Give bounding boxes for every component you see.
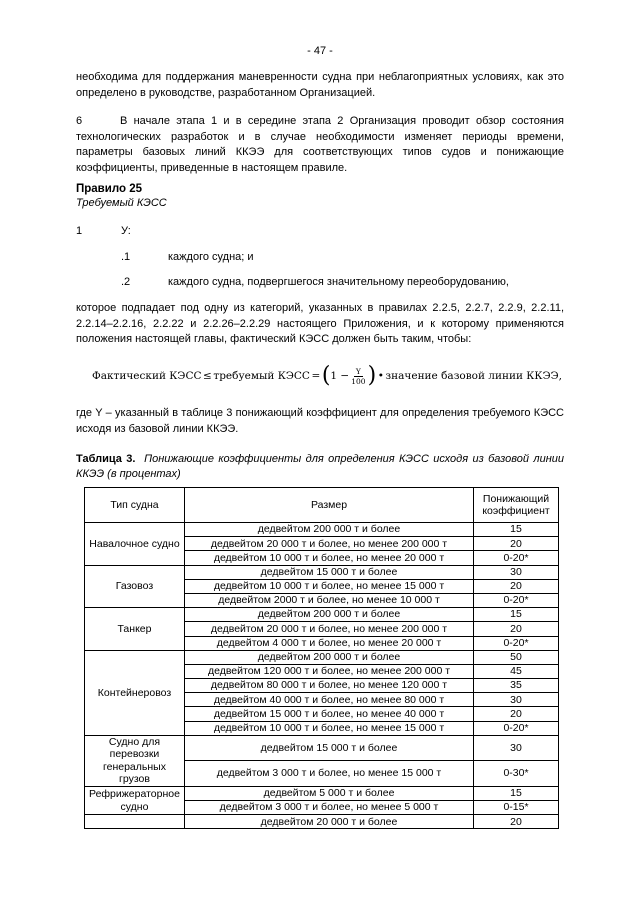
eq-equals: = — [311, 370, 321, 382]
table-row — [85, 786, 559, 800]
coefficient-cell: 20 — [474, 537, 559, 551]
paragraph-text: В начале этапа 1 и в середине этапа 2 Организация проводит обзор состояния технологических разработок и в случае необходимости изменяет периоды времени, параметры базовых линий ККЭЭ для соответствующих типов судов и понижающие коэффициенты, приведенные в настоящем правиле. — [76, 115, 564, 174]
y-definition-paragraph: где Y – указанный в таблице 3 понижающий коэффициент для определения требуемого КЭСС исходя из базовой линии ККЭЭ. — [76, 407, 564, 435]
table-caption-label: Таблица 3. — [76, 453, 136, 465]
eq-left: Фактический КЭСС — [92, 370, 202, 382]
eq-numerator: Y — [355, 366, 361, 376]
coefficient-cell: 45 — [474, 664, 559, 678]
size-cell: дедвейтом 20 000 т и более, но менее 200 000 т — [184, 537, 473, 551]
header-coefficient: Понижающий коэффициент — [474, 488, 559, 523]
coefficient-cell: 35 — [474, 679, 559, 693]
coefficient-cell: 0-20* — [474, 551, 559, 565]
subitem-2-number: .2 — [121, 276, 131, 288]
coefficient-cell: 20 — [474, 579, 559, 593]
size-cell: дедвейтом 200 000 т и более — [184, 523, 473, 537]
coefficient-cell: 0-30* — [474, 761, 559, 787]
coefficient-cell: 15 — [474, 608, 559, 622]
ship-type-cell: Судно для перевозки генеральных грузов — [85, 735, 185, 786]
table-row — [85, 650, 559, 664]
eq-open-paren: ( — [321, 363, 331, 388]
table-row — [85, 565, 559, 579]
size-cell: дедвейтом 200 000 т и более — [184, 650, 473, 664]
eq-close-paren: ) — [367, 363, 377, 388]
coefficient-cell: 0-20* — [474, 721, 559, 735]
size-cell: дедвейтом 3 000 т и более, но менее 5 000 т — [184, 801, 473, 815]
ship-type-cell: Танкер — [85, 608, 185, 651]
size-cell: дедвейтом 2000 т и более, но менее 10 000 т — [184, 593, 473, 607]
eq-one-minus: 1 − — [330, 370, 350, 382]
coefficient-cell: 15 — [474, 786, 559, 800]
table-caption — [76, 452, 564, 482]
ship-type-cell: Контейнеровоз — [85, 650, 185, 735]
eq-fraction — [351, 367, 365, 386]
table-header-row — [85, 488, 559, 523]
ship-type-cell: Газовоз — [85, 565, 185, 608]
coefficient-table — [84, 487, 559, 829]
header-size: Размер — [184, 488, 473, 523]
ship-type-cell: Рефрижераторное судно — [85, 786, 185, 814]
size-cell: дедвейтом 120 000 т и более, но менее 200 000 т — [184, 664, 473, 678]
eq-dot: • — [377, 370, 384, 382]
table-row — [85, 735, 559, 761]
size-cell: дедвейтом 15 000 т и более — [184, 735, 473, 761]
header-ship-type: Тип судна — [85, 488, 185, 523]
size-cell: дедвейтом 3 000 т и более, но менее 15 000 т — [184, 761, 473, 787]
coefficient-cell: 30 — [474, 693, 559, 707]
eq-denominator: 100 — [351, 376, 366, 386]
coefficient-cell: 20 — [474, 707, 559, 721]
ship-type-cell: Навалочное судно — [85, 523, 185, 566]
table-body — [85, 523, 559, 829]
equation — [92, 363, 562, 388]
table-caption-text: Понижающие коэффициенты для определения КЭСС исходя из базовой линии ККЭЭ (в процентах) — [76, 453, 564, 480]
table-row — [85, 815, 559, 829]
ship-type-cell — [85, 815, 185, 829]
coefficient-cell: 30 — [474, 565, 559, 579]
continued-paragraph-2: которое подпадает под одну из категорий, указанных в правилах 2.2.5, 2.2.7, 2.2.9, 2.2.11, 2.2.14–2.2.16, 2.2.22 и 2.2.26–2.2.29 настоящего Приложения, и к которому применяются положения настоящей главы, фактический КЭСС должен быть таким, чтобы: — [76, 302, 564, 345]
size-cell: дедвейтом 4 000 т и более, но менее 20 000 т — [184, 636, 473, 650]
coefficient-cell: 15 — [474, 523, 559, 537]
coefficient-cell: 30 — [474, 735, 559, 761]
size-cell: дедвейтом 10 000 т и более, но менее 15 000 т — [184, 579, 473, 593]
coefficient-cell: 20 — [474, 815, 559, 829]
size-cell: дедвейтом 10 000 т и более, но менее 20 000 т — [184, 551, 473, 565]
subitem-2-text: каждого судна, подвергшегося значительному переоборудованию, — [168, 276, 509, 288]
item-1-number: 1 — [76, 225, 83, 237]
subitem-1-text: каждого судна; и — [168, 251, 254, 263]
eq-right: значение базовой линии ККЭЭ, — [385, 370, 562, 382]
coefficient-cell: 20 — [474, 622, 559, 636]
size-cell: дедвейтом 80 000 т и более, но менее 120 000 т — [184, 679, 473, 693]
rule-title: Правило 25 — [76, 183, 142, 195]
subitem-1-number: .1 — [121, 251, 131, 263]
page-number: - 47 - — [307, 45, 333, 57]
size-cell: дедвейтом 200 000 т и более — [184, 608, 473, 622]
coefficient-cell: 0-15* — [474, 801, 559, 815]
coefficient-cell: 0-20* — [474, 636, 559, 650]
size-cell: дедвейтом 5 000 т и более — [184, 786, 473, 800]
rule-subtitle: Требуемый КЭСС — [76, 197, 167, 209]
size-cell: дедвейтом 20 000 т и более — [184, 815, 473, 829]
paragraph-6 — [76, 114, 564, 176]
size-cell: дедвейтом 15 000 т и более, но менее 40 000 т — [184, 707, 473, 721]
size-cell: дедвейтом 40 000 т и более, но менее 80 000 т — [184, 693, 473, 707]
table-row — [85, 523, 559, 537]
coefficient-cell: 0-20* — [474, 593, 559, 607]
size-cell: дедвейтом 15 000 т и более — [184, 565, 473, 579]
item-1-lead: У: — [121, 225, 131, 237]
continued-paragraph: необходима для поддержания маневренности судна при неблагоприятных условиях, как это определено в руководстве, разработанном Организацией. — [76, 71, 564, 99]
paragraph-number: 6 — [76, 115, 83, 127]
eq-leq: ≤ — [203, 370, 212, 382]
eq-required: требуемый КЭСС — [213, 370, 310, 382]
size-cell: дедвейтом 10 000 т и более, но менее 15 000 т — [184, 721, 473, 735]
size-cell: дедвейтом 20 000 т и более, но менее 200 000 т — [184, 622, 473, 636]
coefficient-cell: 50 — [474, 650, 559, 664]
table-row — [85, 608, 559, 622]
